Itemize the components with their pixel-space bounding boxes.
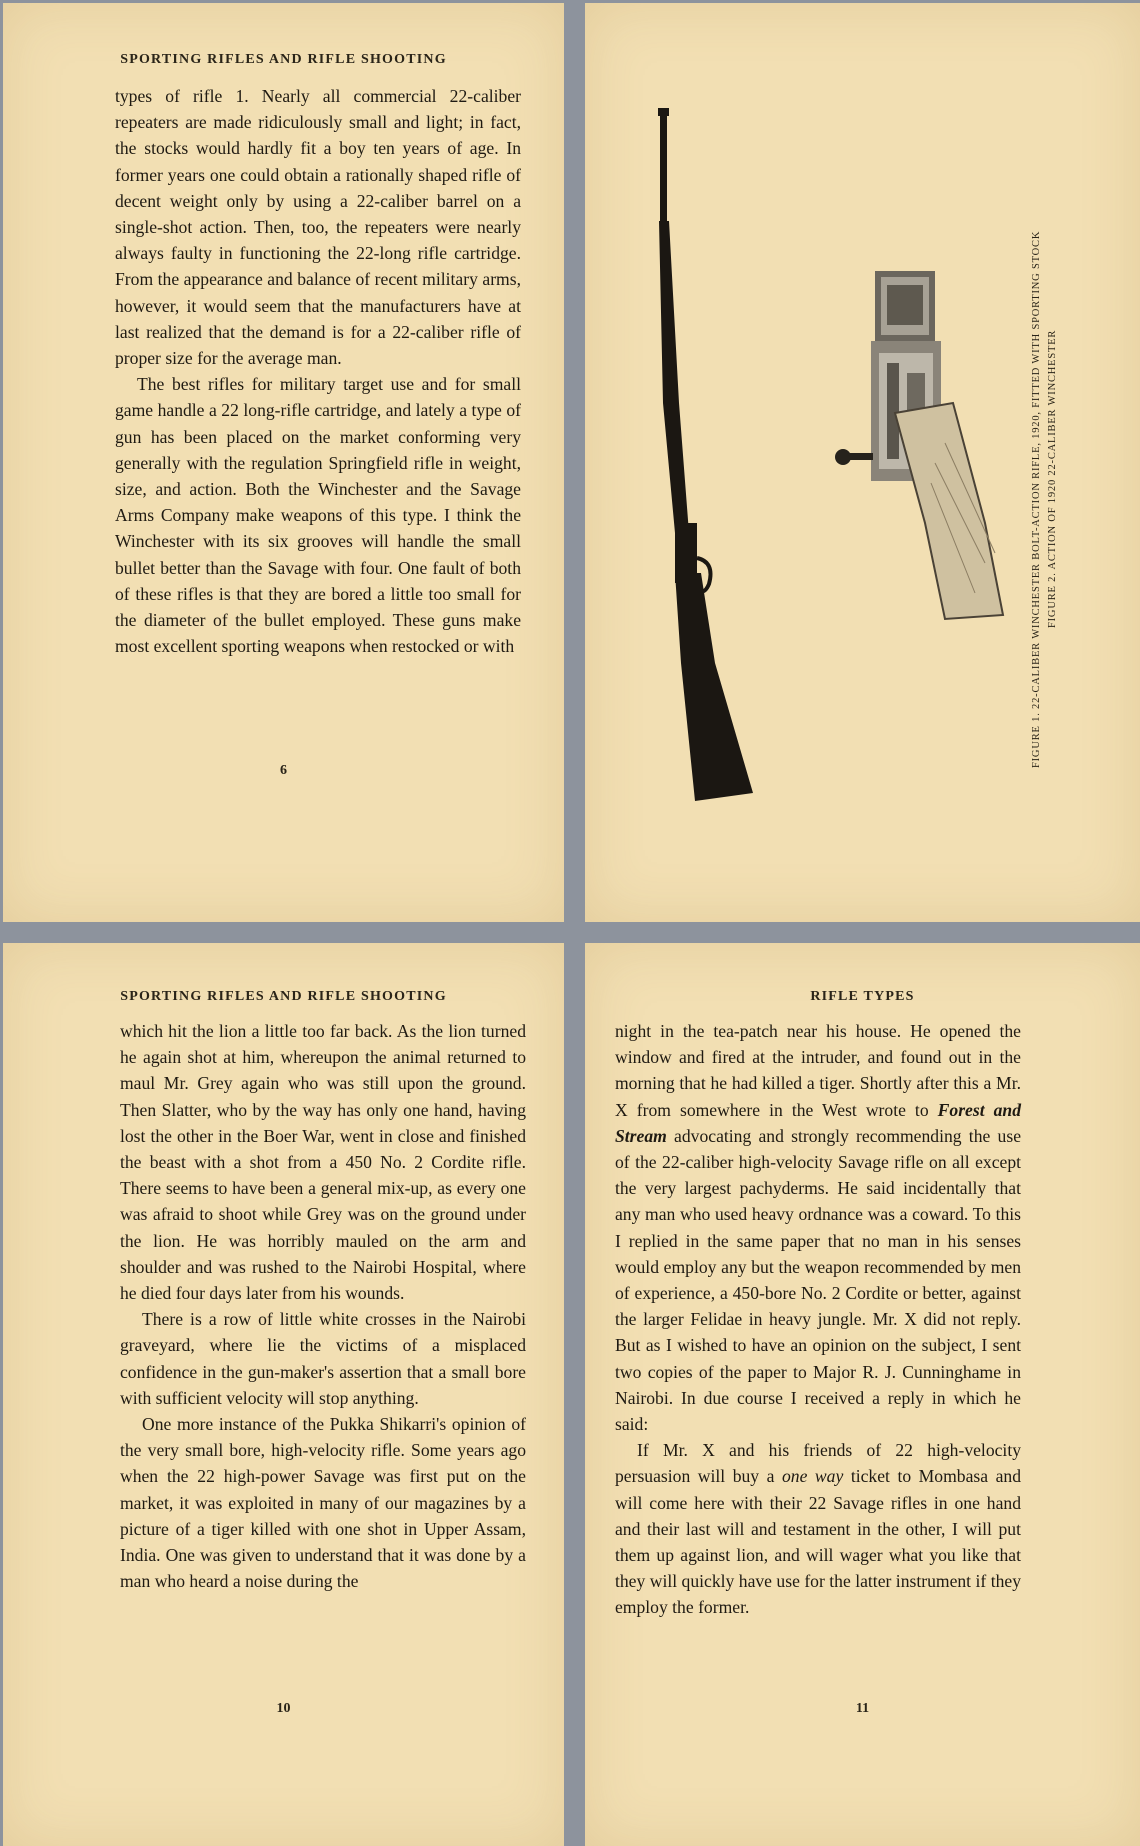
paragraph bbox=[615, 1437, 1021, 1620]
italic-phrase: one way bbox=[781, 1466, 844, 1487]
page-11 bbox=[585, 943, 1140, 1846]
page-number: 6 bbox=[280, 763, 287, 778]
paragraph: One more instance of the Pukka Shikarri's opinion of the very small bore, high-velocity rifle. Some years ago when the 22 high-power Savage was first put on the market, it was exploited in many of our magazines by a picture of a tiger killed with one shot in Upper Assam, India. One was given to understand that it was done by a man who heard a noise during the bbox=[120, 1414, 526, 1592]
figure-2-caption: FIGURE 2. ACTION OF 1920 22-CALIBER WINCHESTER bbox=[1047, 329, 1058, 628]
text-run: advocating and strongly recommending the use of the 22-caliber high-velocity Savage rifle on all except the very largest pachyderms. He said incidentally that any man who used heavy ordnance was a coward. To this I replied in the same paper that no man in his senses would employ any but the weapon recommended by men of experience, a 450-bore No. 2 Cordite or better, against the larger Felidae in heavy jungle. Mr. X did not reply. But as I wished to have an opinion on the subject, I sent two copies of the paper to Major R. J. Cunninghame in Nairobi. In due course I received a reply in which he said: bbox=[615, 1125, 1021, 1435]
figure-plate bbox=[585, 3, 1140, 922]
page-10 bbox=[3, 943, 564, 1846]
magazine-title: Forest and Stream bbox=[615, 1099, 1021, 1146]
running-head: RIFLE TYPES bbox=[810, 989, 915, 1004]
body-text bbox=[615, 1018, 1021, 1621]
rifle-action-illustration bbox=[835, 263, 1010, 623]
page-number: 11 bbox=[855, 1701, 870, 1716]
paragraph: which hit the lion a little too far back. As the lion turned he again shot at him, whereupon the animal returned to maul Mr. Grey again who was still upon the ground. Then Slatter, who by the way has only one hand, having lost the other in the Boer War, went in close and finished the beast with a shot from a 450 No. 2 Cordite rifle. There seems to have been a general mix-up, as every one was afraid to shoot while Grey was on the ground under the lion. He was horribly mauled on the arm and shoulder and was rushed to the Nairobi Hospital, where he died four days later from his wounds. bbox=[120, 1021, 526, 1304]
page-6 bbox=[3, 3, 564, 922]
rifle-illustration bbox=[645, 103, 765, 803]
paragraph: The best rifles for military target use and for small game handle a 22 long-rifle cartridge, and lately a type of gun has been placed on the market conforming very generally with the regulation Springfield rifle in weight, size, and action. Both the Winchester and the Savage Arms Company make weapons of this type. I think the Winchester with its six grooves will handle the small bullet better than the Savage with four. One fault of both of these rifles is that they are bored a little too small for the diameter of the bullet employed. These guns make most excellent sporting weapons when restocked or with bbox=[115, 374, 521, 657]
running-head: SPORTING RIFLES AND RIFLE SHOOTING bbox=[120, 52, 447, 67]
text-run: ticket to Mombasa and will come here with their 22 Savage rifles in one hand and their last will and testament in the other, I will put them up against lion, and will wager what you like that they will quickly have use for the latter instrument if they employ the former. bbox=[615, 1466, 1021, 1618]
paragraph: types of rifle 1. Nearly all commercial 22-caliber repeaters are made ridiculously small and light; in fact, the stocks would hardly fit a boy ten years of age. In former years one could obtain a rationally shaped rifle of decent weight only by using a 22-caliber barrel on a single-shot action. Then, too, the repeaters were nearly always faulty in functioning the 22-long rifle cartridge. From the appearance and balance of recent military arms, however, it would seem that the manufacturers have at last realized that the demand is for a 22-caliber rifle of proper size for the average man. bbox=[115, 86, 521, 369]
body-text bbox=[115, 83, 521, 659]
figure-1-caption: FIGURE 1. 22-CALIBER WINCHESTER BOLT-ACTION RIFLE, 1920, FITTED WITH SPORTING STOCK bbox=[1031, 230, 1042, 768]
running-head: SPORTING RIFLES AND RIFLE SHOOTING bbox=[120, 989, 447, 1004]
text-run: If Mr. X and his friends of 22 high-velocity persuasion will buy a bbox=[615, 1440, 1021, 1487]
text-run: night in the tea-patch near his house. He opened the window and fired at the intruder, and found out in the morning that he had killed a tiger. Shortly after this a Mr. X from somewhere in the West wrote to bbox=[615, 1021, 1021, 1120]
paragraph bbox=[615, 1018, 1021, 1437]
paragraph: There is a row of little white crosses in the Nairobi graveyard, where lie the victims of a misplaced confidence in the gun-maker's assertion that a small bore with sufficient velocity will stop anything. bbox=[120, 1309, 526, 1408]
page-number: 10 bbox=[276, 1701, 291, 1716]
body-text bbox=[120, 1018, 526, 1594]
